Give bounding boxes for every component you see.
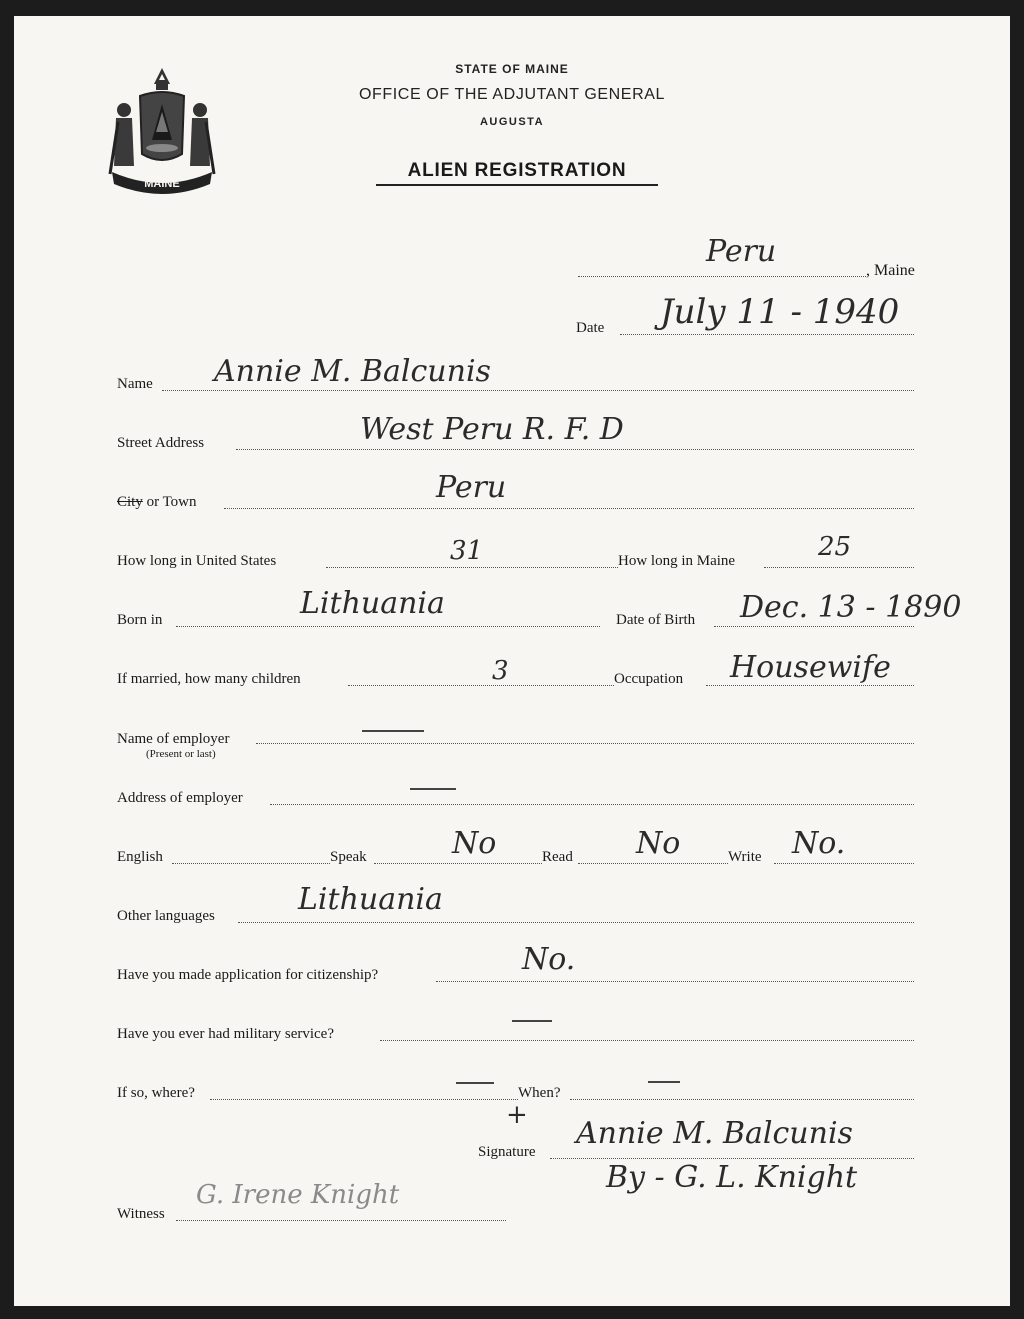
read-entry: No	[636, 826, 681, 861]
english-line	[172, 863, 330, 864]
employer-line	[256, 743, 914, 744]
svg-text:MAINE: MAINE	[144, 178, 180, 190]
citizenship-line	[436, 981, 914, 982]
maine-state-seal-icon	[106, 62, 218, 200]
date-line	[620, 334, 914, 335]
when-label: When?	[518, 1085, 561, 1101]
header-office: OFFICE OF THE ADJUTANT GENERAL	[358, 86, 666, 103]
form-title: ALIEN REGISTRATION	[376, 160, 658, 186]
speak-entry: No	[452, 826, 497, 861]
date-of-birth-label: Date of Birth	[616, 612, 696, 628]
header-city: AUGUSTA	[479, 116, 545, 128]
signature-line	[550, 1158, 914, 1159]
employer-label: Name of employer	[117, 731, 230, 747]
how-long-maine-label: How long in Maine	[618, 553, 736, 569]
write-entry: No.	[792, 826, 846, 861]
employer-sublabel: (Present or last)	[146, 748, 216, 760]
military-label: Have you ever had military service?	[117, 1026, 334, 1042]
date-of-birth-line	[714, 626, 914, 627]
other-languages-entry: Lithuania	[298, 882, 443, 917]
other-languages-label: Other languages	[117, 908, 215, 924]
english-label: English	[117, 849, 163, 865]
read-label: Read	[542, 849, 573, 865]
occupation-label: Occupation	[614, 671, 684, 687]
name-line	[162, 390, 914, 391]
city-or-town-label	[117, 494, 199, 511]
date-label: Date	[576, 320, 605, 336]
occupation-line	[706, 685, 914, 686]
date-of-birth-entry: Dec. 13 - 1890	[740, 590, 962, 625]
write-line	[774, 863, 914, 864]
citizenship-label: Have you made application for citizenship?	[117, 967, 379, 983]
signature-entry: Annie M. Balcunis	[576, 1116, 853, 1151]
where-line	[210, 1099, 520, 1100]
city-entry: Peru	[436, 470, 507, 505]
employer-address-dash	[410, 788, 456, 790]
when-line	[570, 1099, 914, 1100]
employer-dash	[362, 730, 424, 732]
city-line	[224, 508, 914, 509]
street-address-label: Street Address	[117, 435, 205, 451]
years-maine-entry: 25	[818, 532, 852, 562]
name-label: Name	[117, 376, 153, 392]
city-struck-text: City	[117, 494, 143, 510]
signature-label: Signature	[478, 1144, 536, 1160]
maine-label: , Maine	[866, 262, 915, 279]
signature-by-entry: By - G. L. Knight	[606, 1160, 858, 1195]
years-us-entry: 31	[450, 536, 484, 566]
other-languages-line	[238, 922, 914, 923]
speak-line	[374, 863, 542, 864]
name-entry: Annie M. Balcunis	[214, 354, 491, 389]
witness-label: Witness	[117, 1206, 165, 1222]
write-label: Write	[728, 849, 762, 865]
where-label: If so, where?	[117, 1085, 195, 1101]
witness-entry: G. Irene Knight	[196, 1180, 400, 1210]
how-long-maine-line	[764, 567, 914, 568]
how-long-us-line	[326, 567, 618, 568]
header-state: STATE OF MAINE	[455, 62, 569, 76]
children-label: If married, how many children	[117, 671, 301, 687]
speak-label: Speak	[330, 849, 367, 865]
born-in-line	[176, 626, 600, 627]
read-line	[578, 863, 728, 864]
how-long-us-label: How long in United States	[117, 553, 277, 569]
when-dash	[648, 1081, 680, 1083]
children-line	[348, 685, 614, 686]
where-dash	[456, 1082, 494, 1084]
military-dash	[512, 1020, 552, 1022]
born-in-label: Born in	[117, 612, 163, 628]
town-entry: Peru	[706, 234, 777, 269]
or-town-text: or Town	[142, 494, 197, 510]
children-entry: 3	[492, 656, 509, 686]
citizenship-entry: No.	[522, 942, 576, 977]
town-line	[578, 276, 868, 277]
date-entry: July 11 - 1940	[660, 292, 900, 332]
employer-address-label: Address of employer	[117, 790, 243, 806]
employer-address-line	[270, 804, 914, 805]
occupation-entry: Housewife	[730, 650, 891, 685]
military-line	[380, 1040, 914, 1041]
born-in-entry: Lithuania	[300, 586, 445, 621]
signature-mark: +	[506, 1100, 528, 1130]
street-address-line	[236, 449, 914, 450]
street-address-entry: West Peru R. F. D	[360, 412, 624, 447]
witness-line	[176, 1220, 506, 1221]
